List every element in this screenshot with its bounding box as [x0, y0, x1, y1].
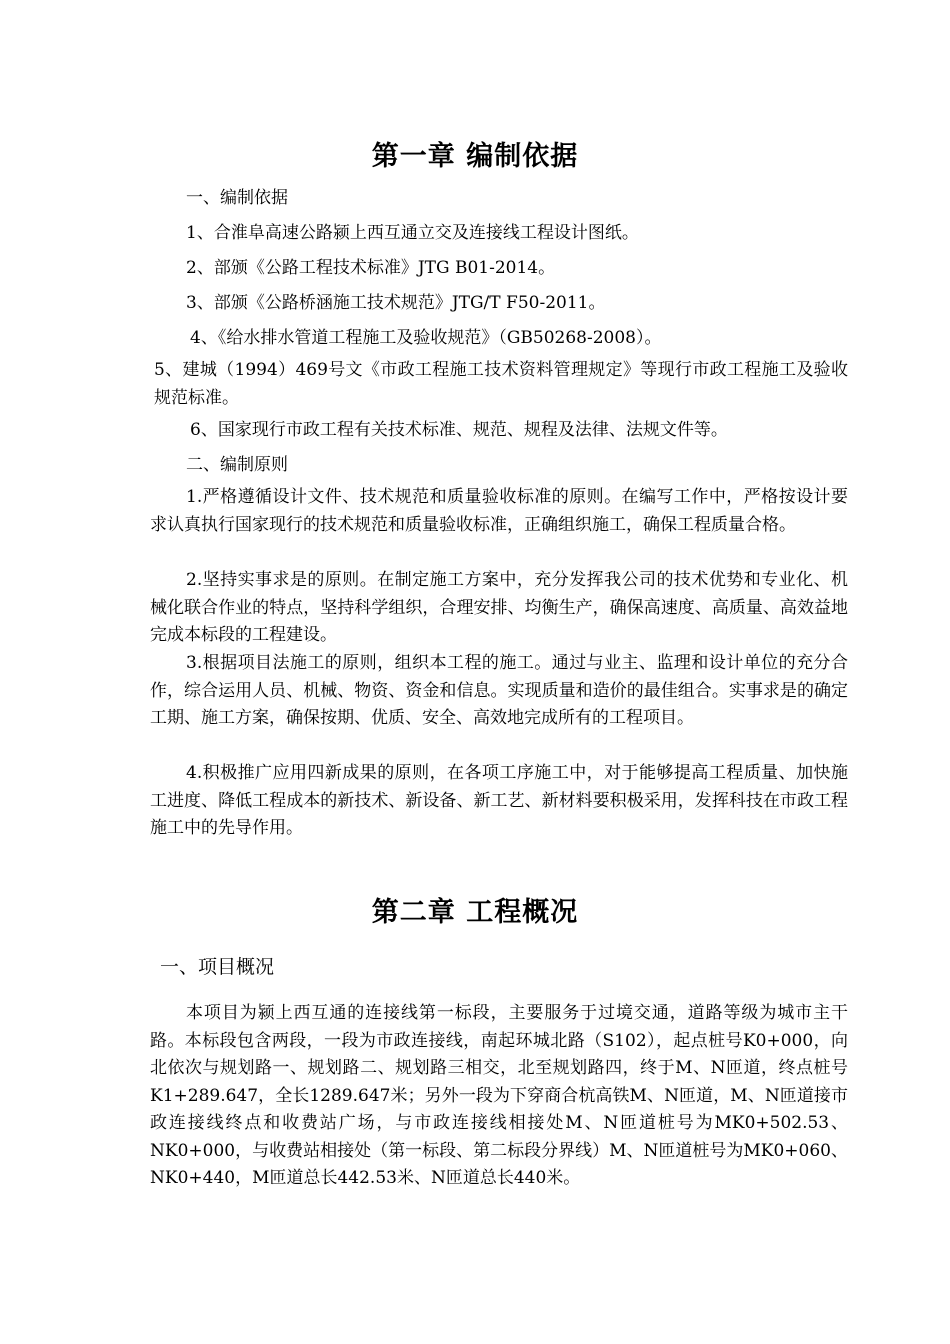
section-heading-principles: 二、编制原则	[186, 455, 288, 475]
principle-2: 2.坚持实事求是的原则。在制定施工方案中，充分发挥我公司的技术优势和专业化、机械化联合作业的特点，坚持科学组织，合理安排、均衡生产，确保高速度、高质量、高效益地完成本标段的工程建设。	[150, 570, 848, 645]
section-heading-basis: 一、编制依据	[186, 188, 288, 208]
basis-item-4: 4、《给水排水管道工程施工及验收规范》（GB50268-2008）。	[190, 328, 662, 348]
basis-item-3: 3、部颁《公路桥涵施工技术规范》JTG/T F50-2011。	[186, 293, 606, 313]
principle-3: 3.根据项目法施工的原则，组织本工程的施工。通过与业主、监理和设计单位的充分合作，综合运用人员、机械、物资、资金和信息。实现质量和造价的最佳组合。实事求是的确定工期、施工方案，确保按期、优质、安全、高效地完成所有的工程项目。	[150, 653, 848, 728]
section-heading-project-overview: 一、项目概况	[160, 956, 275, 978]
chapter-2-title: 第二章 工程概况	[371, 897, 579, 928]
chapter-1-title: 第一章 编制依据	[371, 141, 579, 172]
basis-item-6: 6、国家现行市政工程有关技术标准、规范、规程及法律、法规文件等。	[190, 420, 728, 440]
basis-item-5: 5、建城（1994）469号文《市政工程施工技术资料管理规定》等现行市政工程施工及验收规范标准。	[154, 360, 848, 408]
basis-item-1: 1、合淮阜高速公路颍上西互通立交及连接线工程设计图纸。	[186, 223, 639, 243]
principle-4: 4.积极推广应用四新成果的原则，在各项工序施工中，对于能够提高工程质量、加快施工进度、降低工程成本的新技术、新设备、新工艺、新材料要积极采用，发挥科技在市政工程施工中的先导作用。	[150, 763, 848, 838]
project-overview-paragraph: 本项目为颍上西互通的连接线第一标段，主要服务于过境交通，道路等级为城市主干路。本标段包含两段，一段为市政连接线，南起环城北路（S102），起点桩号K0+000，向北依次与规划路一、规划路二、规划路三相交，北至规划路四，终于M、N匝道，终点桩号K1+289.647，全长1289.647米；另外一段为下穿商合杭高铁M、N匝道，M、N匝道接市政连接线终点和收费站广场，与市政连接线相接处M、N匝道桩号为MK0+502.53、NK0+000，与收费站相接处（第一标段、第二标段分界线）M、N匝道桩号为MK0+060、NK0+440，M匝道总长442.53米、N匝道总长440米。	[150, 1003, 848, 1188]
basis-item-2: 2、部颁《公路工程技术标准》JTG B01-2014。	[186, 258, 556, 278]
principle-1: 1.严格遵循设计文件、技术规范和质量验收标准的原则。在编写工作中，严格按设计要求认真执行国家现行的技术规范和质量验收标准，正确组织施工，确保工程质量合格。	[150, 487, 848, 535]
